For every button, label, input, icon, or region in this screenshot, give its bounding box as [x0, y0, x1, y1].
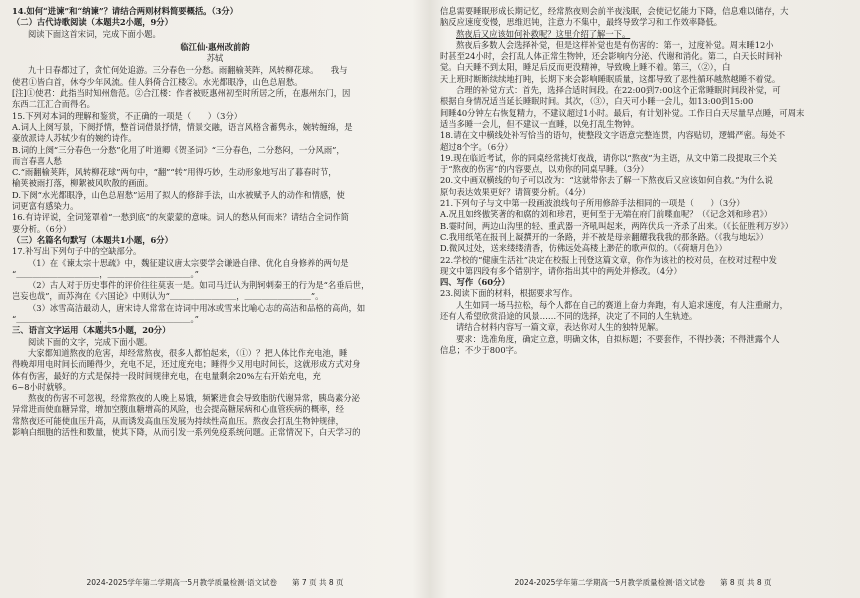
left-text-line: 要分析。（6分） [12, 223, 72, 234]
right-text-line: 根据自身情况适当延长睡眠时间。其次，（③），白天可小睡一会儿，如13:00到15:00 [440, 96, 754, 107]
left-text-line: 影响白细胞的活性和数量，使其下降，从而引发一系列免疫系统问题。正常情况下，白天学习的 [12, 426, 361, 437]
right-text-line: 23.阅读下面的材料，根据要求写作。 [440, 288, 578, 299]
left-text-line: （3）冰雪高洁最动人，唐宋诗人常常在诗词中用冰或雪来比喻心志的高洁和品格的高尚，如 [28, 302, 366, 313]
right-text-line: 适当多睡一会儿，但不建议一直睡，以免打乱生物钟。 [440, 118, 640, 129]
right-text-line: C.我用纸笔在报刊上凝撰开的一条路，并不被是母亲翻耀我我我的那条路。（《我与地坛》） [440, 231, 769, 242]
right-text-line: 请结合材料内容写一篇文章，表达你对人生的独特见解。 [456, 322, 664, 333]
right-text-line: 四、写作（60分） [440, 277, 510, 288]
left-text-line: 16.有诗评说，全词笼罩着“一愁到底”的灰蒙蒙的意味。词人的愁从何而来？请结合全词作简 [12, 212, 349, 223]
right-text-line: 天上班时断断续续地打盹，长期下来会影响睡眠质量，这都导致了恶性循环越熬越睡不着觉。 [440, 73, 781, 84]
right-text-line: 超过8个字。（6分） [440, 141, 513, 152]
right-text-line: 觉。白天睡不到太阳，睡足后反而更没精神，导致晚上睡不着。第三，（②），白 [440, 62, 731, 73]
left-text-line: 三、语言文字运用（本题共5小题，20分） [12, 325, 171, 336]
left-text-line: 异常进而使血糖异常，增加空腹血糖增高的风险，也会提高糖尿病和心血管疾病的概率，经 [12, 404, 344, 415]
page-8-body [440, 6, 844, 356]
left-text-line: “＿＿＿＿＿＿＿＿＿＿，＿＿＿＿＿＿＿＿＿＿。” [12, 268, 199, 279]
right-text-line: 要求：选准角度，确定立意，明确文体，自拟标题；不要套作，不得抄袭；不得泄露个人 [456, 333, 780, 344]
left-text-line: 使君①皆白首，休夸少年风流。佳人斜倚合江楼②。水光都眼净，山色总眉愁。 [12, 76, 303, 87]
left-text-line: 临江仙·惠州改前韵 [180, 41, 250, 52]
left-text-line: C.“雨翻榆荚阵，风转柳花球”两句中，“翻”“转”用得巧妙，生动形象地写出了暮春时节， [12, 167, 337, 178]
page-8 [434, 4, 852, 592]
left-text-line: 常熬夜还可能使血压升高，从而诱发高血压发展为持续性高血压。熬夜会打乱生物钟规律， [12, 415, 344, 426]
right-text-line: 原句表达效果更好？请简要分析。（4分） [440, 186, 591, 197]
left-text-line: 阅读下面的文字，完成下面小题。 [28, 336, 153, 347]
right-text-line: 18.请在文中横线处补写恰当的语句，使整段文字语意完整连贯，内容贴切，逻辑严密。每处不 [440, 130, 786, 141]
left-text-line: [注]①使君：此指当时知州詹范。②合江楼：作者被贬惠州初至时所居之所，在惠州东门，因 [12, 88, 351, 99]
page-7-footer: 2024-2025学年第二学期高一5月教学质量检测·语文试卷 第 7 页 共 8 页 [86, 577, 344, 587]
right-text-line: D.微风过处，送来缕缕清香，仿佛远处高楼上渺茫的歌声似的。（《荷塘月色》） [440, 243, 727, 254]
right-text-line: 脑反应速度变慢，思维迟钝，注意力不集中，最终导致学习和工作效率降低。 [440, 17, 723, 28]
left-text-line: 豪放派诗人苏轼少有的婉约诗作。 [12, 133, 137, 144]
left-text-line: 17.补写出下列句子中的空缺部分。 [12, 246, 142, 257]
right-text-line: 20.文中画双横线的句子可以改为：“这就带你去了解一下熬夜后又应该如何自救。”为什么说 [440, 175, 773, 186]
left-text-line: 东西二江汇合而得名。 [12, 99, 95, 110]
left-text-line: 九十日春都过了，贪忙何处追游。三分春色一分愁。雨翻榆荚阵，风转柳花球。 我与 [28, 65, 348, 76]
left-text-line: 大家都知道熬夜的危害，却经常熬夜，很多人都怕起来，（①）？把人体比作充电池，睡 [28, 347, 348, 358]
left-text-line: （二）古代诗歌阅读（本题共2小题，9分） [12, 17, 173, 28]
left-text-line: （三）名篇名句默写（本题共1小题，6分） [12, 234, 173, 245]
left-text-line: 榆荚被雨打落，柳絮被风吹散的画面。 [12, 178, 154, 189]
left-text-line: 阅读下面这首宋词，完成下面小题。 [28, 28, 161, 39]
right-text-line: 信息需要睡眠形成长期记忆，经常熬夜则会前半夜浅眠，会使记忆能力下降，信息难以储存，大 [440, 6, 789, 16]
page-7-body [12, 6, 418, 438]
left-text-line: A.词人上阕写景，下阕抒情，整首词借景抒情，情景交融，语言风格含蓄隽永，婉转缠绵，是 [12, 121, 353, 132]
right-text-line: 于“熬夜的伤害”的内容要点，以劝你的同桌早睡。（3分） [440, 164, 649, 175]
left-text-line: 词更富有感染力。 [12, 201, 79, 212]
right-text-line: B.霎时间，两边山沟里的轻、重武器一齐吼叫起来，两阵伏兵一齐杀了出来。（《长征胜利万岁》） [440, 220, 794, 231]
left-text-line: 体有伤害，最好的方式是保持一段时间规律充电，在电量剩余20%左右开始充电，充 [12, 370, 321, 381]
right-text-line: 22.学校的“健康生活社”决定在校报上刊登这篇文章，你作为该社的校对员，在校对过程中发 [440, 254, 777, 265]
left-text-line: D.下阕“水光都眼净，山色总眉愁”运用了拟人的修辞手法，山水被赋予人的动作和情感，使 [12, 189, 345, 200]
right-text-line: 还有人希望欣赏沿途的风景……不同的选择，决定了不同的人生轨迹。 [440, 311, 698, 322]
right-text-line: A.况且如终傲笑著的和腐的刘和珍君，更何至于无端在府门前喋血呢？（《记念刘和珍君》） [440, 209, 773, 220]
left-text-line: 得晚却用电时间长而睡得少，充电不足，还过度充电；睡得少又用电时间长，这就形成方式对身 [12, 359, 361, 370]
left-text-line: 而言春喜人愁 [12, 155, 62, 166]
right-text-line: 熬夜后又应该如何补救呢？这里介绍了解一下。 [456, 28, 631, 39]
right-text-line: 现文中第四段有多个错别字，请你指出其中的两处并修改。（4分） [440, 265, 682, 276]
left-text-line: （1）在《谏太宗十思疏》中，魏征建议唐太宗要学会谦逊自律、优化自身修养的两句是 [28, 257, 349, 268]
right-text-line: 信息；不少于800字。 [440, 344, 523, 355]
right-text-line: 人生如同一场马拉松，每个人都在自己的赛道上奋力奔跑，有人追求速度，有人注重耐力， [456, 299, 788, 310]
page-7 [6, 4, 424, 592]
right-text-line: 熬夜后多数人会选择补觉，但是这样补觉也是有伤害的：第一，过度补觉。周末睡12小 [456, 39, 774, 50]
left-text-line: B.词的上阕“三分春色一分愁”化用了叶道卿《贺圣词》“三分春色，二分愁闷，一分风雨”， [12, 144, 345, 155]
page-8-footer: 2024-2025学年第二学期高一5月教学质量检测·语文试卷 第 8 页 共 8 页 [514, 577, 772, 587]
left-text-line: 岂妄也哉”，而苏洵在《六国论》中则认为“＿＿＿＿＿＿＿＿，＿＿＿＿＿＿＿＿”。 [12, 291, 324, 302]
right-text-line: 合理的补觉方式：首先，选择合适时间段。在22:00到7:00这个正常睡眠时间段补觉，可 [456, 85, 781, 96]
left-text-line: 苏轼 [206, 53, 224, 64]
left-text-line: 熬夜的伤害不可忽视，经常熬夜的人晚上易饿，频繁进食会导致脂肪代谢异常，胰岛素分泌 [28, 393, 360, 404]
left-text-line: 14.如何“进谏”和“纳谏”？请结合两则材料简要概括。（3分） [12, 6, 238, 16]
left-text-line: “＿＿＿＿＿＿＿＿＿＿，＿＿＿＿＿＿＿＿＿＿。” [12, 314, 199, 325]
right-text-line: 间睡40分钟左右恢复精力，不建议超过1小时。最后，有计划补觉。工作日白天尽量早点睡，可周末 [440, 107, 805, 118]
left-text-line: 6~8小时就够。 [12, 381, 71, 392]
right-text-line: 21.下列句子与文中第一段画波浪线句子所用修辞手法相同的一项是（ ）（3分） [440, 198, 745, 209]
right-text-line: 19.现在临近考试，你的同桌经常挑灯夜战，请你以“熬夜”为主语，从文中第二段提取三个关 [440, 152, 777, 163]
left-text-line: 15.下列对本词的理解和鉴赏，不正确的一项是（ ）（3分） [12, 110, 243, 121]
left-text-line: （2）古人对于历史事件的评价往往莫衷一是。如司马迁认为荆轲刺秦王的行为是“名垂后世， [28, 280, 370, 291]
right-text-line: 时甚至24小时，会打乱人体正常生物钟，还会影响内分泌、代谢和消化。第二，白天长时间补 [440, 51, 783, 62]
